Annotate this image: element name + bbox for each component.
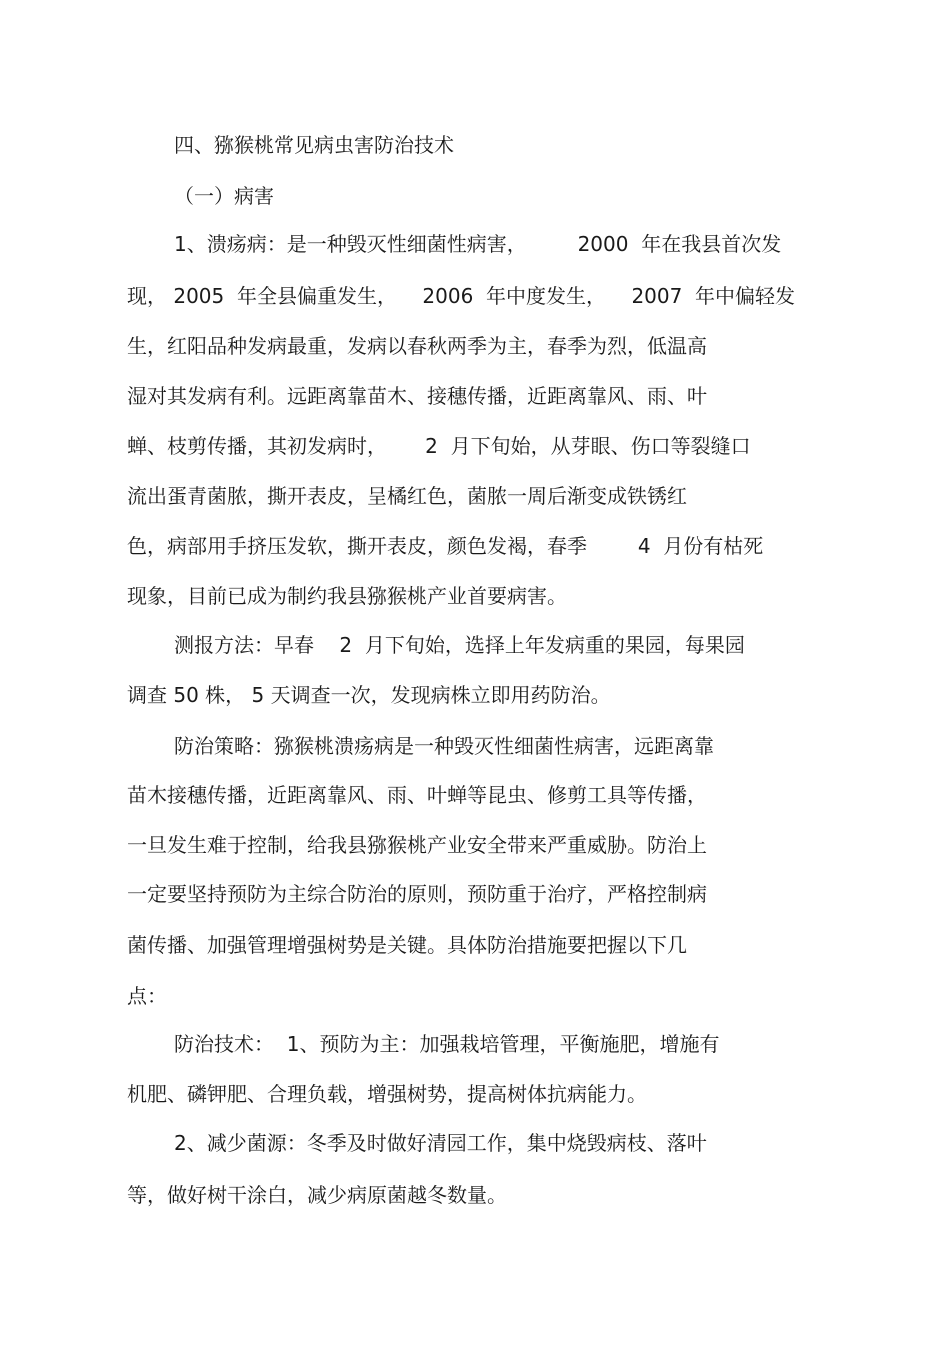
paragraph-line: 现， 2005 年全县偏重发生， 2006 年中度发生， 2007 年中偏轻发 [127, 284, 796, 308]
paragraph-line: 一定要坚持预防为主综合防治的原则，预防重于治疗，严格控制病 [127, 882, 707, 906]
paragraph-line: 机肥、磷钾肥、合理负载，增强树势，提高树体抗病能力。 [127, 1082, 647, 1106]
paragraph-line: 生，红阳品种发病最重，发病以春秋两季为主，春季为烈，低温高 [127, 334, 707, 358]
paragraph-line: 防治策略：猕猴桃溃疡病是一种毁灭性细菌性病害，远距离靠 [174, 734, 714, 758]
section-heading: 四、猕猴桃常见病虫害防治技术 [174, 133, 454, 157]
paragraph-line: 调查 50 株， 5 天调查一次，发现病株立即用药防治。 [127, 683, 611, 707]
paragraph-line: 1、溃疡病：是一种毁灭性细菌性病害， 2000 年在我县首次发 [174, 232, 782, 256]
paragraph-line: 蝉、枝剪传播，其初发病时， 2 月下旬始，从芽眼、伤口等裂缝口 [127, 434, 751, 458]
subsection-heading: （一）病害 [174, 184, 274, 208]
paragraph-line: 流出蛋青菌脓，撕开表皮，呈橘红色，菌脓一周后渐变成铁锈红 [127, 484, 687, 508]
paragraph-line: 湿对其发病有利。远距离靠苗木、接穗传播，近距离靠风、雨、叶 [127, 384, 707, 408]
paragraph-line: 防治技术： 1、预防为主：加强栽培管理，平衡施肥，增施有 [174, 1032, 720, 1056]
paragraph-line: 2、减少菌源：冬季及时做好清园工作，集中烧毁病枝、落叶 [174, 1131, 707, 1155]
paragraph-line: 点： [127, 984, 167, 1008]
paragraph-line: 色，病部用手挤压发软，撕开表皮，颜色发褐，春季 4 月份有枯死 [127, 534, 764, 558]
paragraph-line: 测报方法：早春 2 月下旬始，选择上年发病重的果园，每果园 [174, 633, 745, 657]
paragraph-line: 苗木接穗传播，近距离靠风、雨、叶蝉等昆虫、修剪工具等传播， [127, 783, 707, 807]
paragraph-line: 等，做好树干涂白，减少病原菌越冬数量。 [127, 1183, 507, 1207]
paragraph-line: 菌传播、加强管理增强树势是关键。具体防治措施要把握以下几 [127, 933, 687, 957]
paragraph-line: 一旦发生难于控制，给我县猕猴桃产业安全带来严重威胁。防治上 [127, 833, 707, 857]
paragraph-line: 现象，目前已成为制约我县猕猴桃产业首要病害。 [127, 584, 567, 608]
